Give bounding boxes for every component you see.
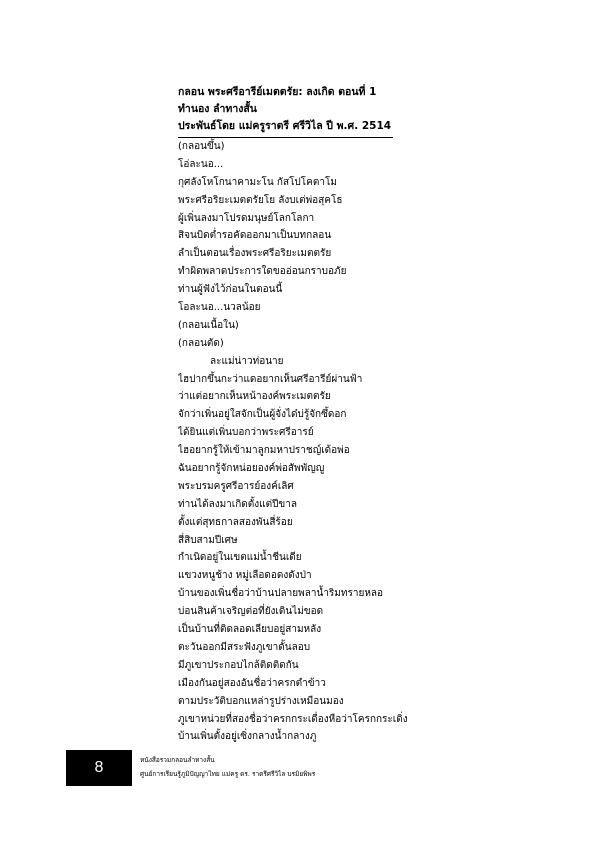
poem-line: ท่านได้ลงมาเกิดตั้งแต่ปีขาล	[178, 498, 297, 510]
poem-line: (กลอนตัด)	[178, 337, 224, 349]
poem-line: พระบรมครูศรีอารย์องค์เลิศ	[178, 480, 294, 492]
poem-line: เป็นบ้านที่ติดลอดเลียบอยู่สามหลัง	[178, 624, 322, 636]
poem-line: ตั้งแต่สุทธกาลสองพันสี่ร้อย	[178, 516, 293, 528]
poem-line: ไฮอยากรู้ให้เข้ามาลูกมหาปราชญ์เด้อพ่อ	[178, 445, 350, 457]
poem-line: ท่านผู้ฟังไว้ก่อนในตอนนี้	[178, 284, 283, 296]
page-number: 8	[94, 759, 104, 776]
poem-line: มีภูเขาประกอบไกล้ติดติดกัน	[178, 659, 299, 671]
poem-line: พระศรีอริยะเมตตรัยโย ลังบเต่พ่อสุคโธ	[178, 194, 343, 206]
document-header	[178, 84, 508, 135]
poem-line: สิจนบิดต่ำรอคัดออกมาเป็นบทกลอน	[178, 230, 332, 242]
poem-line: เมืองกันอยู่สองอันชื่อว่าครกตำข้าว	[178, 677, 326, 689]
footer-book-title: หนังสือรวมกลอนลำทางสั้น	[140, 756, 215, 764]
poem-line: ไฮปากขึ้นกะว่าแดอยากเห็นศรีอารีย์ผ่านฟ้า	[178, 373, 363, 385]
poem-line: สี่สิบสามปีเศษ	[178, 534, 238, 546]
poem-body	[178, 138, 478, 746]
poem-line: โอละนอ...นวลน้อย	[178, 302, 261, 314]
poem-line: ทำผิดพลาดประการใดขออ่อนกราบอภัย	[178, 266, 347, 278]
poem-line: ตามประวัติบอกแหล่ารูปร่างเหมือนมอง	[178, 695, 344, 707]
poem-line: กุศลังโหโกนาคามะโน กัสโปโคตาโม	[178, 176, 337, 188]
poem-line: โอ่ละนอ...	[178, 158, 224, 170]
poem-line: กำเนิดอยู่ในเขตแม่น้ำชีนเดีย	[178, 552, 302, 564]
page-footer	[0, 750, 595, 790]
poem-line: (กลอนขึ้น)	[178, 141, 225, 152]
poem-line: ผู้เพิ่นลงมาโปรดมนุษย์โลกโลกา	[178, 212, 315, 224]
poem-line: จักว่าเพิ่นอยู่ใสจักเป็นผู้จั่งได๋บ่รู้จักซึ้ดอก	[178, 409, 347, 421]
footer-text	[140, 753, 440, 781]
poem-line: บ้านเพิ่นตั้งอยู่เซิ่งกลางน้ำกลางภู	[178, 731, 317, 743]
poem-line: ได้ยินแต่เพิ่นบอกว่าพระศรีอารย์	[178, 427, 314, 439]
poem-line: ละแม่น่าวท่อนาย	[210, 355, 284, 367]
poem-line: ว่าแต่อยากเห็นหน้าองค์พระเมตตรัย	[178, 391, 331, 403]
poem-line: แขวงหนูช้าง หมู่เลือดอดงดังป่า	[178, 570, 312, 582]
poem-line: ภูเขาหน่วยที่สองชื่อว่าครกกระเดื่องหือว่าโครกกระเดิ่ง	[178, 713, 408, 725]
title-line: กลอน พระศรีอารีย์เมตตรัย: ลงเกิด ตอนที่ 1	[178, 86, 377, 98]
poem-line: ลำเป็นตอนเรื่องพระศรีอริยะเมตตรัย	[178, 248, 332, 260]
poem-line: บ่อนสินค้าเจริญต่อที่ยังเดินไม่ขอด	[178, 606, 324, 618]
subtitle-line: ทำนอง ลำทางสั้น	[178, 103, 257, 115]
poem-line: ตะวันออกมีสระฟังภูเขาดั้นลอบ	[178, 641, 311, 653]
poem-line: (กลอนเนื้อใน)	[178, 319, 239, 331]
page-number-box	[66, 750, 132, 786]
poem-line: ฉันอยากรู้จักหน่อยองค์พ่อสัพพัญญู	[178, 463, 325, 475]
poem-line: บ้านของเพิ่นชื่อว่าบ้านปลายพลาน้ำริมทรายหลอ	[178, 588, 384, 600]
footer-institution: ศูนย์การเรียนรู้ภูมิปัญญาไทย แม่ครู ดร. ราตรีศรีวิไล บรมิยพิพร	[140, 770, 316, 778]
author-line: ประพันธ์โดย แม่ครูราตรี ศรีวิไล ปี พ.ศ. 2514	[178, 120, 392, 132]
